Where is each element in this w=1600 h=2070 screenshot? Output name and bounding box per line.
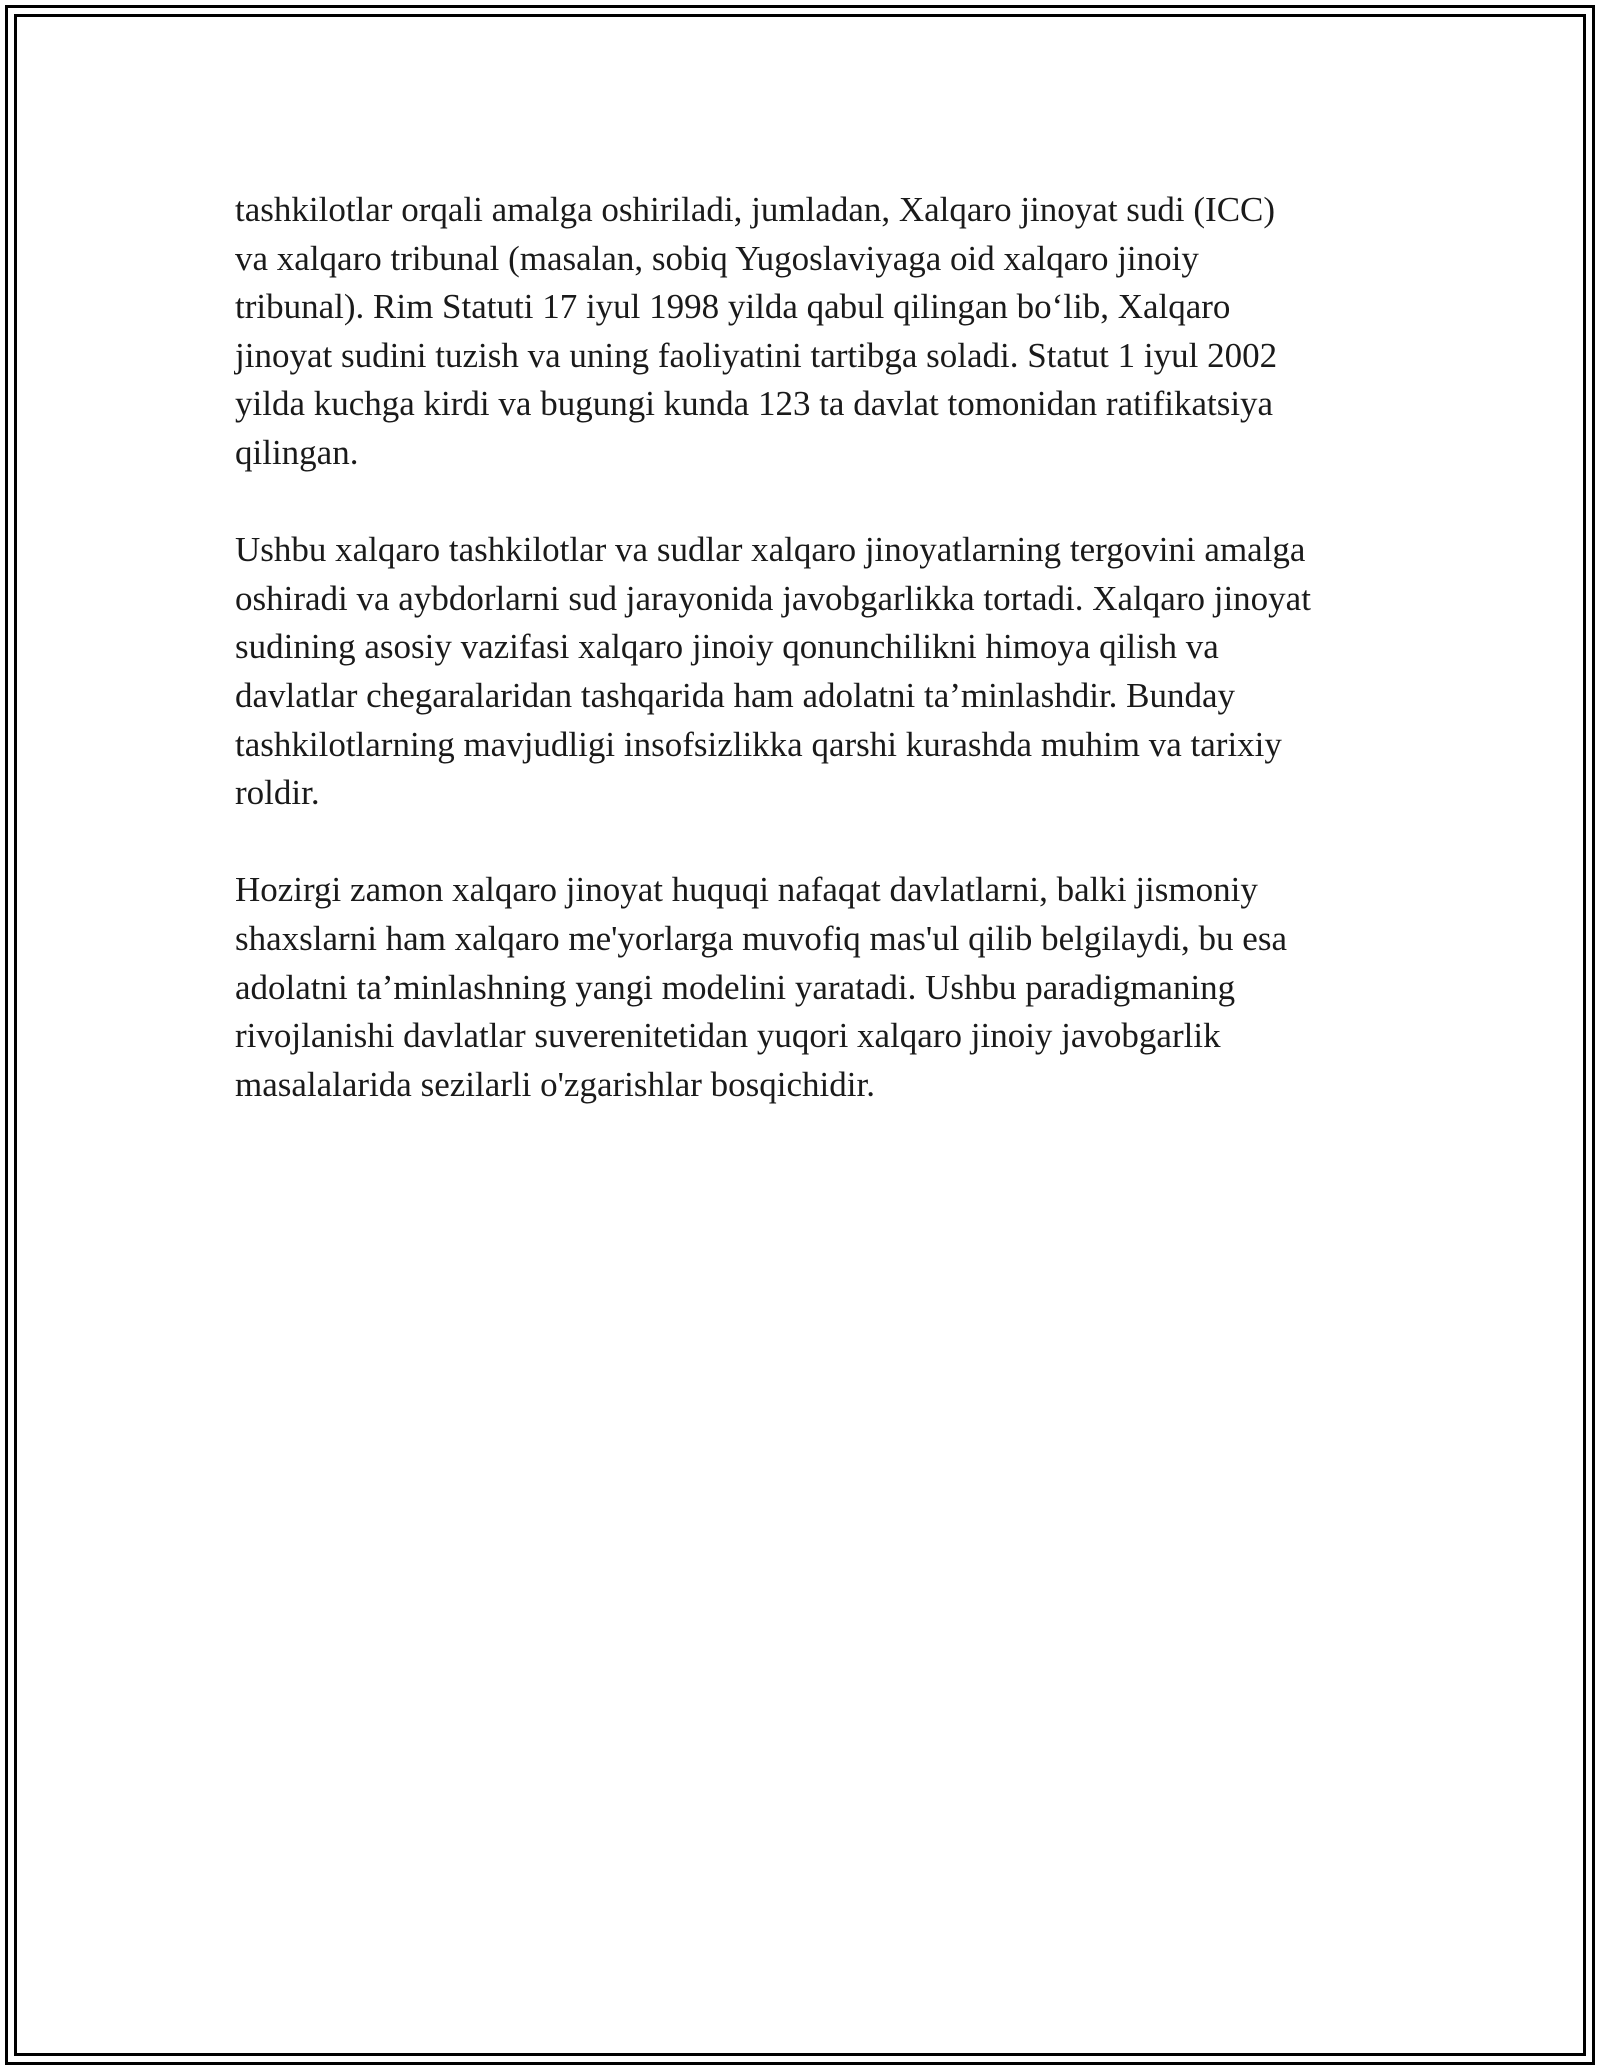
paragraph-2	[235, 526, 1385, 818]
text-line: tashkilotlar orqali amalga oshiriladi, jumladan, Xalqaro jinoyat sudi (ICC)	[235, 190, 1276, 229]
text-line: masalalarida sezilarli o'zgarishlar bosqichidir.	[235, 1064, 875, 1104]
text-line: roldir.	[235, 773, 320, 813]
text-line: yilda kuchga kirdi va bugungi kunda 123 ta davlat tomonidan ratifikatsiya	[235, 384, 1274, 424]
text-line: tribunal). Rim Statuti 17 iyul 1998 yilda qabul qilingan bo‘lib, Xalqaro	[235, 287, 1231, 327]
paragraph-3	[235, 866, 1385, 1109]
text-line: shaxslarni ham xalqaro me'yorlarga muvofiq mas'ul qilib belgilaydi, bu esa	[235, 918, 1287, 958]
text-line: Hozirgi zamon xalqaro jinoyat huquqi nafaqat davlatlarni, balki jismoniy	[235, 870, 1258, 910]
text-line: davlatlar chegaralaridan tashqarida ham adolatni ta’minlashdir. Bunday	[235, 675, 1236, 715]
text-line: sudining asosiy vazifasi xalqaro jinoiy qonunchilikni himoya qilish va	[235, 627, 1219, 667]
text-line: rivojlanishi davlatlar suverenitetidan yuqori xalqaro jinoiy javobgarlik	[235, 1016, 1221, 1056]
text-line: tashkilotlarning mavjudligi insofsizlikka qarshi kurashda muhim va tarixiy	[235, 724, 1282, 764]
paragraph-1	[235, 186, 1385, 478]
text-line: adolatni ta’minlashning yangi modelini yaratadi. Ushbu paradigmaning	[235, 967, 1236, 1007]
text-line: jinoyat sudini tuzish va uning faoliyatini tartibga soladi. Statut 1 iyul 2002	[235, 335, 1278, 375]
text-line: qilingan.	[235, 432, 359, 472]
text-line: oshiradi va aybdorlarni sud jarayonida javobgarlikka tortadi. Xalqaro jinoyat	[235, 578, 1311, 618]
text-line: Ushbu xalqaro tashkilotlar va sudlar xalqaro jinoyatlarning tergovini amalga	[235, 530, 1306, 570]
document-body	[235, 186, 1385, 1158]
text-line: va xalqaro tribunal (masalan, sobiq Yugoslaviyaga oid xalqaro jinoiy	[235, 238, 1199, 278]
